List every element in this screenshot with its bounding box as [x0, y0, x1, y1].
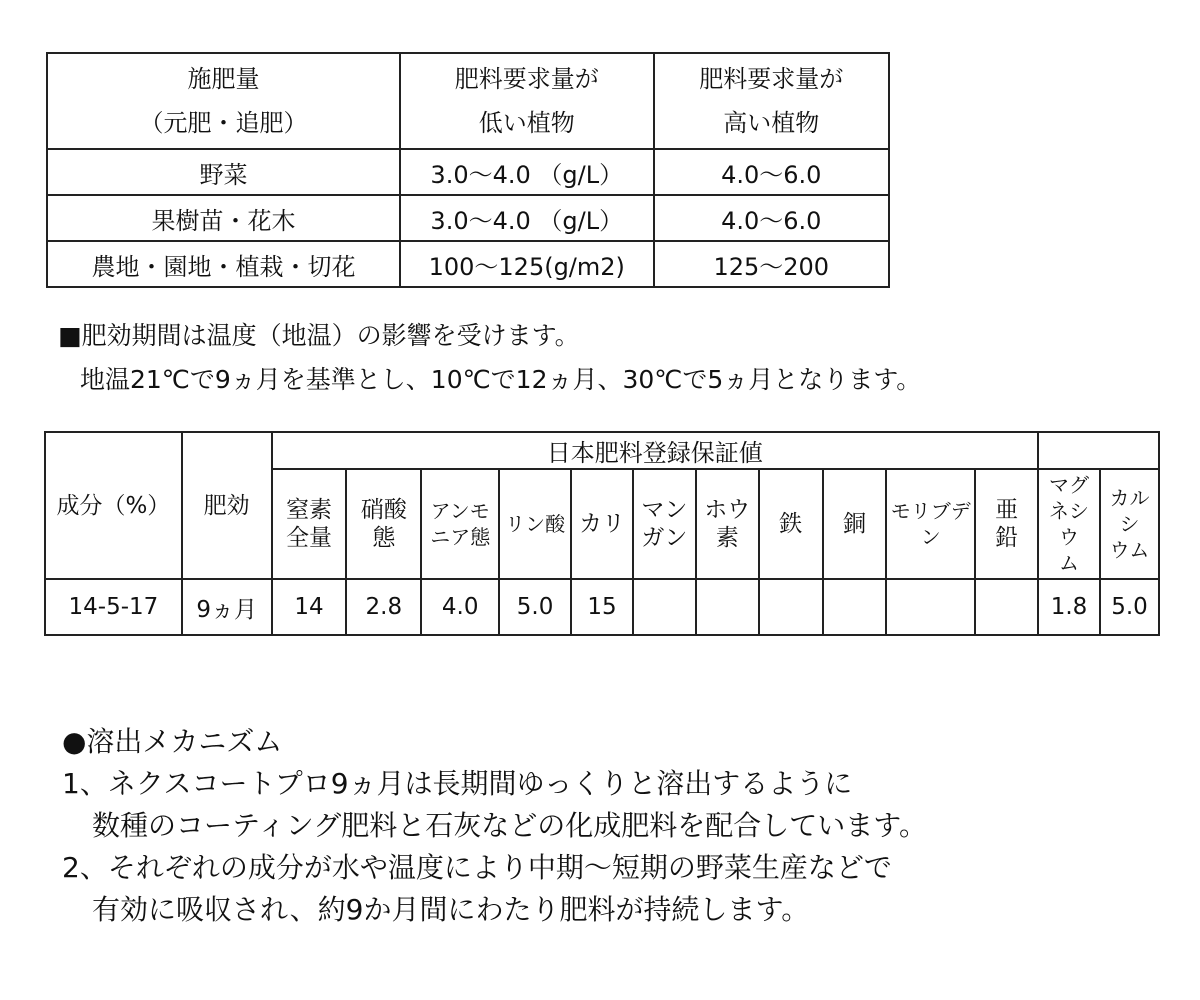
header-high-requirement [654, 53, 889, 149]
table-row [47, 195, 889, 241]
header-text: 鉛 [995, 525, 1019, 551]
header-element-column [1100, 469, 1159, 579]
header-text: 亜 [995, 497, 1019, 523]
row-value [886, 579, 975, 635]
header-text: （元肥・追肥） [139, 109, 308, 137]
header-element-column [421, 469, 499, 579]
header-text: モリブデ [890, 499, 971, 523]
temperature-note: ■肥効期間は温度（地温）の影響を受けます。 [58, 321, 580, 350]
header-text: 態 [372, 525, 396, 551]
row-low-value: 100〜125(g/m2) [400, 241, 654, 287]
row-high-value: 4.0〜6.0 [654, 195, 889, 241]
header-text: ニア態 [430, 525, 491, 549]
header-text: 窒素 [285, 497, 332, 523]
header-text: ン [920, 525, 941, 549]
header-element-column [823, 469, 887, 579]
fertilizer-amount-table [46, 52, 890, 288]
row-value: 5.0 [1100, 579, 1159, 635]
header-element-column [1038, 469, 1100, 579]
row-label: 野菜 [47, 149, 400, 195]
guaranteed-component-table [44, 431, 1160, 636]
header-text: 鉄 [779, 511, 803, 537]
header-low-requirement [400, 53, 654, 149]
header-empty [1038, 432, 1159, 469]
row-effect: 9ヵ月 [182, 579, 272, 635]
header-text: 銅 [842, 511, 866, 537]
mechanism-text: 有効に吸収され、約9か月間にわたり肥料が持続します。 [92, 893, 810, 926]
header-text: 肥料要求量が [699, 65, 844, 93]
header-text: 低い植物 [478, 109, 575, 137]
mechanism-text: 1、ネクスコートプロ9ヵ月は長期間ゆっくりと溶出するように [62, 767, 853, 800]
row-value: 14 [272, 579, 347, 635]
header-text: ム [1059, 551, 1079, 575]
row-value: 15 [571, 579, 633, 635]
header-text: マン [641, 497, 688, 523]
row-value: 4.0 [421, 579, 499, 635]
header-guarantee-group: 日本肥料登録保証値 [272, 432, 1038, 469]
row-value [975, 579, 1038, 635]
header-text: 全量 [285, 525, 332, 551]
header-effect: 肥効 [182, 432, 272, 579]
header-text: ホウ [704, 497, 751, 523]
row-component: 14-5-17 [45, 579, 182, 635]
row-value: 2.8 [346, 579, 421, 635]
header-element-column [571, 469, 633, 579]
row-value [696, 579, 759, 635]
table-row [47, 149, 889, 195]
mechanism-title: ●溶出メカニズム [62, 725, 283, 758]
row-value [823, 579, 887, 635]
header-element-column [499, 469, 571, 579]
header-element-column [346, 469, 421, 579]
row-low-value: 3.0〜4.0 （g/L） [400, 195, 654, 241]
header-application-amount [47, 53, 400, 149]
row-value [759, 579, 823, 635]
row-value [633, 579, 696, 635]
table-row [45, 579, 1159, 635]
row-low-value: 3.0〜4.0 （g/L） [400, 149, 654, 195]
mechanism-text: 2、それぞれの成分が水や温度により中期〜短期の野菜生産などで [62, 851, 892, 884]
header-element-column [886, 469, 975, 579]
header-text: リン酸 [505, 512, 566, 536]
row-label: 果樹苗・花木 [47, 195, 400, 241]
table-header-row [47, 53, 889, 149]
mechanism-text: 数種のコーティング肥料と石灰などの化成肥料を配合しています。 [92, 809, 927, 842]
row-value: 5.0 [499, 579, 571, 635]
header-text: マグ [1049, 473, 1089, 497]
header-text: 肥料要求量が [454, 65, 599, 93]
header-text: ガン [641, 525, 688, 551]
header-text: 硝酸 [360, 497, 407, 523]
header-text: 高い植物 [723, 109, 820, 137]
header-text: アンモ [430, 499, 490, 523]
table-header-row [45, 432, 1159, 469]
header-component: 成分（%） [45, 432, 182, 579]
header-text: ネシウ [1049, 499, 1089, 549]
header-text: 素 [715, 525, 739, 551]
header-text: カルシ [1109, 486, 1150, 536]
header-text: ウム [1109, 538, 1150, 562]
header-text: カリ [578, 511, 625, 537]
header-element-column [975, 469, 1038, 579]
row-label: 農地・園地・植栽・切花 [47, 241, 400, 287]
header-element-column [272, 469, 347, 579]
temperature-note-detail: 地温21℃で9ヵ月を基準とし、10℃で12ヵ月、30℃で5ヵ月となります。 [80, 365, 922, 394]
header-element-column [759, 469, 823, 579]
header-element-column [696, 469, 759, 579]
header-text: 施肥量 [187, 65, 260, 93]
row-high-value: 4.0〜6.0 [654, 149, 889, 195]
header-element-column [633, 469, 696, 579]
row-high-value: 125〜200 [654, 241, 889, 287]
row-value: 1.8 [1038, 579, 1100, 635]
table-row [47, 241, 889, 287]
